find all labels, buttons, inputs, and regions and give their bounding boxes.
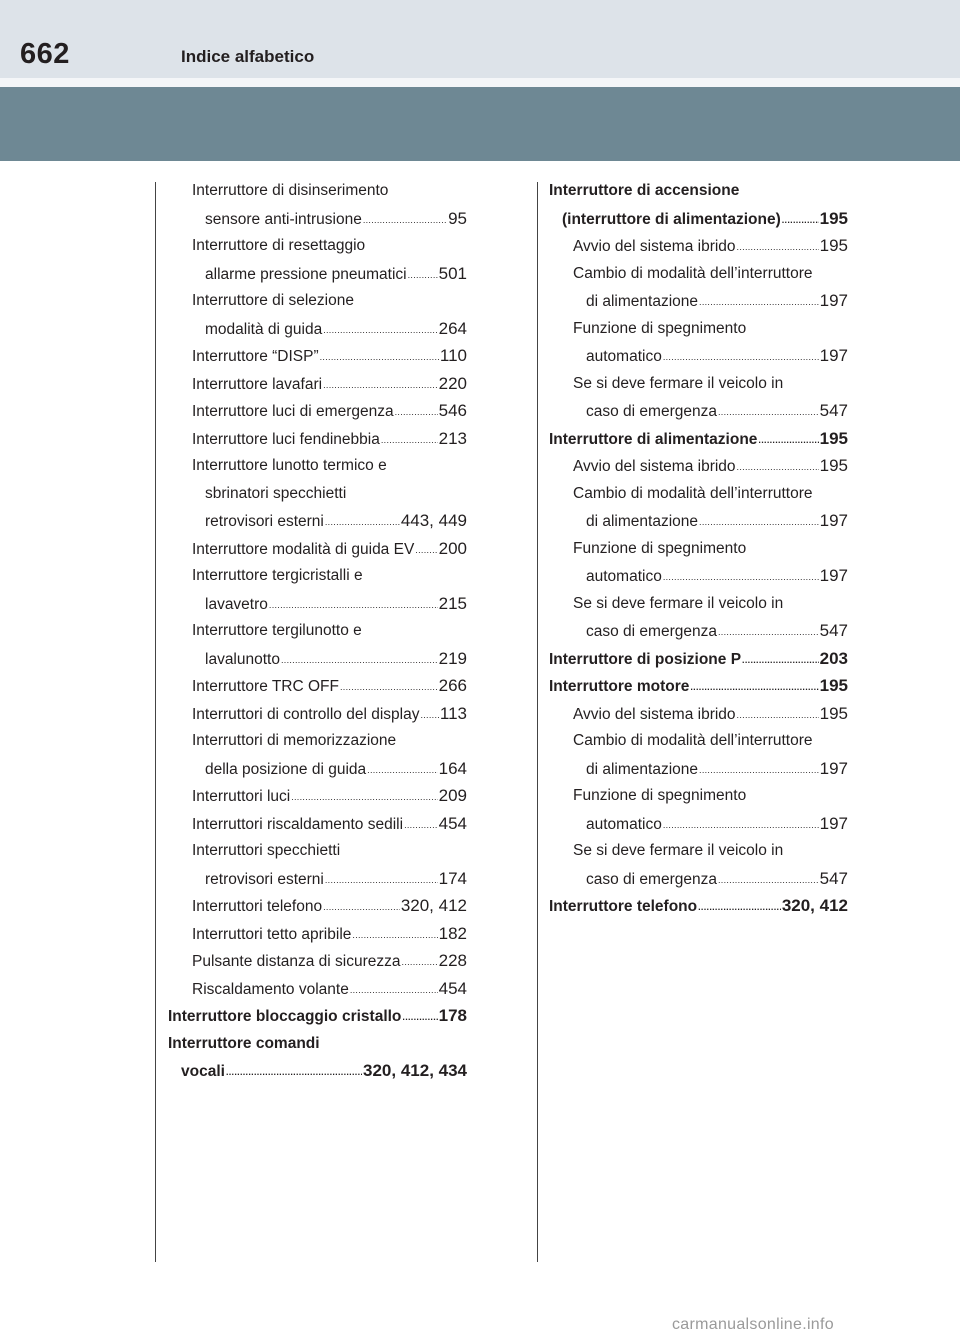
index-entry-page: 454 [438, 978, 467, 998]
index-entry-page: 219 [438, 648, 467, 668]
index-entry [168, 425, 467, 453]
index-entry-text: Interruttori luci [192, 788, 291, 805]
index-entry [168, 590, 467, 618]
index-entry [168, 480, 467, 508]
index-entry-page: 197 [819, 511, 848, 530]
dot-leader [323, 892, 400, 922]
dot-leader [699, 287, 819, 317]
index-entry-page: 320, 412, 434 [363, 1061, 467, 1080]
index-entry-text: modalità di guida [205, 320, 323, 338]
dot-leader [269, 590, 438, 620]
index-entry [168, 782, 467, 810]
index-entry-text: lavalunotto [205, 650, 280, 668]
index-entry-text: (interruttore di alimentazione) [562, 210, 781, 228]
index-entry-page: 547 [819, 401, 848, 420]
dot-leader [699, 755, 819, 785]
dot-leader [367, 755, 437, 785]
index-entry-text: Interruttore comandi [168, 1034, 320, 1052]
index-entry-page: 197 [819, 291, 848, 310]
index-entry [168, 672, 467, 700]
section-title: Indice alfabetico [181, 47, 315, 66]
dot-leader [381, 425, 438, 455]
index-entry-page: 197 [819, 758, 848, 778]
index-entry-page: 197 [819, 346, 848, 365]
header-bar [0, 87, 960, 161]
index-entry-text: Interruttore “DISP” [192, 348, 319, 365]
index-entry-text: retrovisori esterni [205, 513, 324, 530]
index-entry-text: Interruttori telefono [192, 898, 323, 915]
index-entry-text: Funzione di spegnimento [573, 787, 747, 804]
index-entry-text: Se si deve fermare il veicolo in [573, 594, 784, 612]
index-entry-page: 443, 449 [400, 511, 467, 530]
index-entry-text: di alimentazione [586, 513, 699, 530]
index-entry-page: 264 [438, 318, 467, 338]
index-entry-text: Interruttore tergicristalli e [192, 567, 363, 584]
dot-leader [782, 205, 819, 235]
index-entry [549, 782, 848, 810]
index-entry-page: 195 [819, 208, 848, 228]
dot-leader [737, 452, 819, 482]
index-entry-text: Interruttore bloccaggio cristallo [168, 1008, 402, 1025]
dot-leader [281, 645, 438, 675]
index-entry-page: 113 [439, 703, 467, 723]
index-entry-page: 203 [819, 648, 848, 668]
index-entry [168, 397, 467, 425]
index-entry [168, 1057, 467, 1085]
index-entry [549, 672, 848, 700]
index-entry-text: Interruttore lunotto termico e [192, 457, 387, 474]
index-column-right [549, 177, 848, 920]
dot-leader [291, 782, 437, 812]
index-entry [168, 837, 467, 865]
index-entry-text: Interruttore di posizione P [549, 650, 742, 668]
index-entry [549, 260, 848, 288]
page-number: 662 [20, 38, 70, 70]
index-entry-text: della posizione di guida [205, 760, 367, 778]
index-entry [549, 865, 848, 893]
index-entry-text: Interruttori di memorizzazione [192, 732, 397, 749]
dot-leader [698, 892, 781, 922]
dot-leader [363, 205, 447, 235]
dot-leader [323, 315, 437, 345]
index-entry-text: Se si deve fermare il veicolo in [573, 842, 784, 859]
dot-leader [718, 397, 819, 427]
index-entry-text: Interruttore di selezione [192, 292, 354, 309]
index-entry-page: 501 [438, 263, 467, 283]
dot-leader [758, 425, 818, 455]
index-entry [168, 205, 467, 233]
index-entry-page: 200 [438, 538, 467, 558]
index-entry-text: Interruttore di resettaggio [192, 237, 366, 254]
dot-leader [325, 865, 438, 895]
index-entry-text: Interruttori di controllo del display [192, 705, 420, 723]
index-entry-page: 213 [438, 428, 467, 448]
dot-leader [663, 810, 819, 840]
index-entry-text: Pulsante distanza di sicurezza [192, 953, 401, 970]
index-entry-page: 197 [819, 566, 848, 585]
index-entry-text: automatico [586, 348, 662, 365]
index-entry-text: Funzione di spegnimento [573, 539, 747, 557]
index-entry-page: 220 [438, 373, 467, 393]
dot-leader [395, 397, 438, 427]
index-entry-page: 197 [819, 813, 848, 833]
index-entry [549, 177, 848, 205]
index-entry-page: 320, 412 [400, 896, 467, 915]
index-entry [549, 645, 848, 673]
index-entry [549, 480, 848, 508]
index-entry [168, 287, 467, 315]
index-entry-text: Interruttore di alimentazione [549, 430, 758, 448]
index-entry-page: 195 [819, 703, 848, 723]
dot-leader [350, 975, 438, 1005]
index-entry [168, 617, 467, 645]
index-entry [549, 837, 848, 865]
index-entry [549, 700, 848, 728]
index-entry-text: Cambio di modalità dell’interruttore [573, 484, 813, 502]
index-entry [549, 287, 848, 315]
index-entry-page: 195 [819, 676, 848, 695]
index-entry [168, 700, 467, 728]
index-entry [168, 865, 467, 893]
index-entry-page: 454 [438, 813, 467, 833]
index-entry-text: retrovisori esterni [205, 870, 324, 888]
dot-leader [226, 1057, 362, 1087]
index-entry-page: 320, 412 [781, 896, 848, 915]
index-entry-text: Riscaldamento volante [192, 980, 349, 998]
index-entry-text: Funzione di spegnimento [573, 319, 747, 337]
header-gap [0, 78, 960, 87]
index-entry-text: Interruttori specchietti [192, 842, 341, 859]
index-entry-text: Interruttore luci fendinebbia [192, 430, 380, 448]
index-entry-page: 546 [438, 401, 467, 420]
dot-leader [402, 1002, 437, 1032]
index-entry-page: 547 [819, 868, 848, 888]
index-entry-text: Se si deve fermare il veicolo in [573, 374, 784, 392]
dot-leader [340, 672, 438, 702]
index-entry [549, 617, 848, 645]
index-entry-text: Interruttore telefono [549, 898, 698, 915]
index-entry-page: 266 [438, 676, 467, 695]
index-entry [168, 177, 467, 205]
index-entry-page: 110 [439, 346, 467, 365]
dot-leader [718, 865, 819, 895]
left-column-rule [155, 182, 156, 1262]
index-entry-text: caso di emergenza [586, 623, 717, 640]
index-entry-text: Interruttori riscaldamento sedili [192, 815, 404, 833]
index-entry-text: Interruttore modalità di guida EV [192, 540, 415, 558]
index-entry-text: caso di emergenza [586, 870, 717, 888]
index-entry [168, 1030, 467, 1058]
index-entry-page: 195 [819, 236, 848, 255]
dot-leader [404, 810, 438, 840]
index-entry [549, 507, 848, 535]
index-entry [549, 342, 848, 370]
index-entry [549, 892, 848, 920]
index-entry-page: 182 [438, 923, 467, 943]
index-entry-text: Interruttori tetto apribile [192, 925, 352, 943]
dot-leader [737, 232, 819, 262]
index-entry-text: caso di emergenza [586, 403, 717, 420]
index-entry [549, 590, 848, 618]
index-entry-page: 195 [819, 456, 848, 475]
index-entry [168, 260, 467, 288]
dot-leader [699, 507, 819, 537]
dot-leader [420, 700, 438, 730]
index-entry [168, 975, 467, 1003]
index-entry-text: sensore anti-intrusione [205, 210, 362, 228]
index-entry-text: Interruttore TRC OFF [192, 678, 339, 695]
dot-leader [663, 562, 819, 592]
index-entry-page: 215 [438, 593, 467, 613]
index-entry [168, 810, 467, 838]
dot-leader [408, 260, 438, 290]
index-entry-text: di alimentazione [586, 760, 699, 778]
index-entry [168, 452, 467, 480]
index-entry-text: sbrinatori specchietti [205, 484, 347, 502]
dot-leader [742, 645, 819, 675]
index-entry [168, 755, 467, 783]
watermark: carmanualsonline.info [672, 1316, 834, 1333]
dot-leader [690, 672, 818, 702]
right-column-rule [537, 182, 538, 1262]
index-entry-text: automatico [586, 815, 662, 833]
dot-leader [325, 507, 400, 537]
index-entry-text: Avvio del sistema ibrido [573, 705, 736, 723]
index-entry [168, 370, 467, 398]
index-entry-page: 195 [819, 428, 848, 448]
index-entry [549, 535, 848, 563]
index-entry-text: automatico [586, 568, 662, 585]
index-entry-text: Avvio del sistema ibrido [573, 458, 736, 475]
index-entry-text: Interruttore motore [549, 678, 690, 695]
index-entry [549, 315, 848, 343]
index-entry [168, 920, 467, 948]
index-entry-page: 178 [438, 1006, 467, 1025]
index-entry [549, 452, 848, 480]
index-entry-text: Avvio del sistema ibrido [573, 238, 736, 255]
index-entry [168, 727, 467, 755]
index-column-left [168, 177, 467, 1085]
index-entry-text: allarme pressione pneumatici [205, 265, 407, 283]
index-entry [168, 535, 467, 563]
index-entry-text: Cambio di modalità dell’interruttore [573, 264, 813, 282]
dot-leader [415, 535, 437, 565]
index-entry-page: 174 [438, 868, 467, 888]
index-entry-text: Cambio di modalità dell’interruttore [573, 732, 813, 749]
index-entry [168, 507, 467, 535]
index-entry-page: 547 [819, 621, 848, 640]
index-entry-text: Interruttore di accensione [549, 182, 740, 199]
dot-leader [663, 342, 819, 372]
index-entry [168, 645, 467, 673]
index-entry-page: 209 [438, 786, 467, 805]
index-entry [168, 342, 467, 370]
index-entry [168, 1002, 467, 1030]
index-entry-page: 164 [438, 758, 467, 778]
index-entry [168, 562, 467, 590]
index-entry [168, 315, 467, 343]
index-entry [549, 810, 848, 838]
index-entry [549, 755, 848, 783]
index-entry-text: Interruttore lavafari [192, 375, 323, 393]
index-entry [549, 727, 848, 755]
index-entry [549, 562, 848, 590]
index-entry [168, 892, 467, 920]
index-entry [549, 205, 848, 233]
index-entry-text: Interruttore luci di emergenza [192, 403, 394, 420]
index-entry-page: 95 [448, 208, 467, 228]
index-entry-text: Interruttore di disinserimento [192, 182, 389, 199]
index-entry-page: 228 [438, 951, 467, 970]
header-band [0, 0, 960, 78]
dot-leader [320, 342, 439, 372]
dot-leader [402, 947, 438, 977]
dot-leader [352, 920, 437, 950]
index-entry [549, 425, 848, 453]
index-entry-text: Interruttore tergilunotto e [192, 622, 362, 639]
index-entry [549, 370, 848, 398]
dot-leader [737, 700, 819, 730]
index-entry-text: di alimentazione [586, 293, 699, 310]
dot-leader [718, 617, 819, 647]
index-entry [168, 232, 467, 260]
dot-leader [323, 370, 438, 400]
index-entry [168, 947, 467, 975]
index-entry-text: lavavetro [205, 595, 268, 613]
index-entry-text: vocali [181, 1063, 225, 1080]
index-entry [549, 397, 848, 425]
index-entry [549, 232, 848, 260]
